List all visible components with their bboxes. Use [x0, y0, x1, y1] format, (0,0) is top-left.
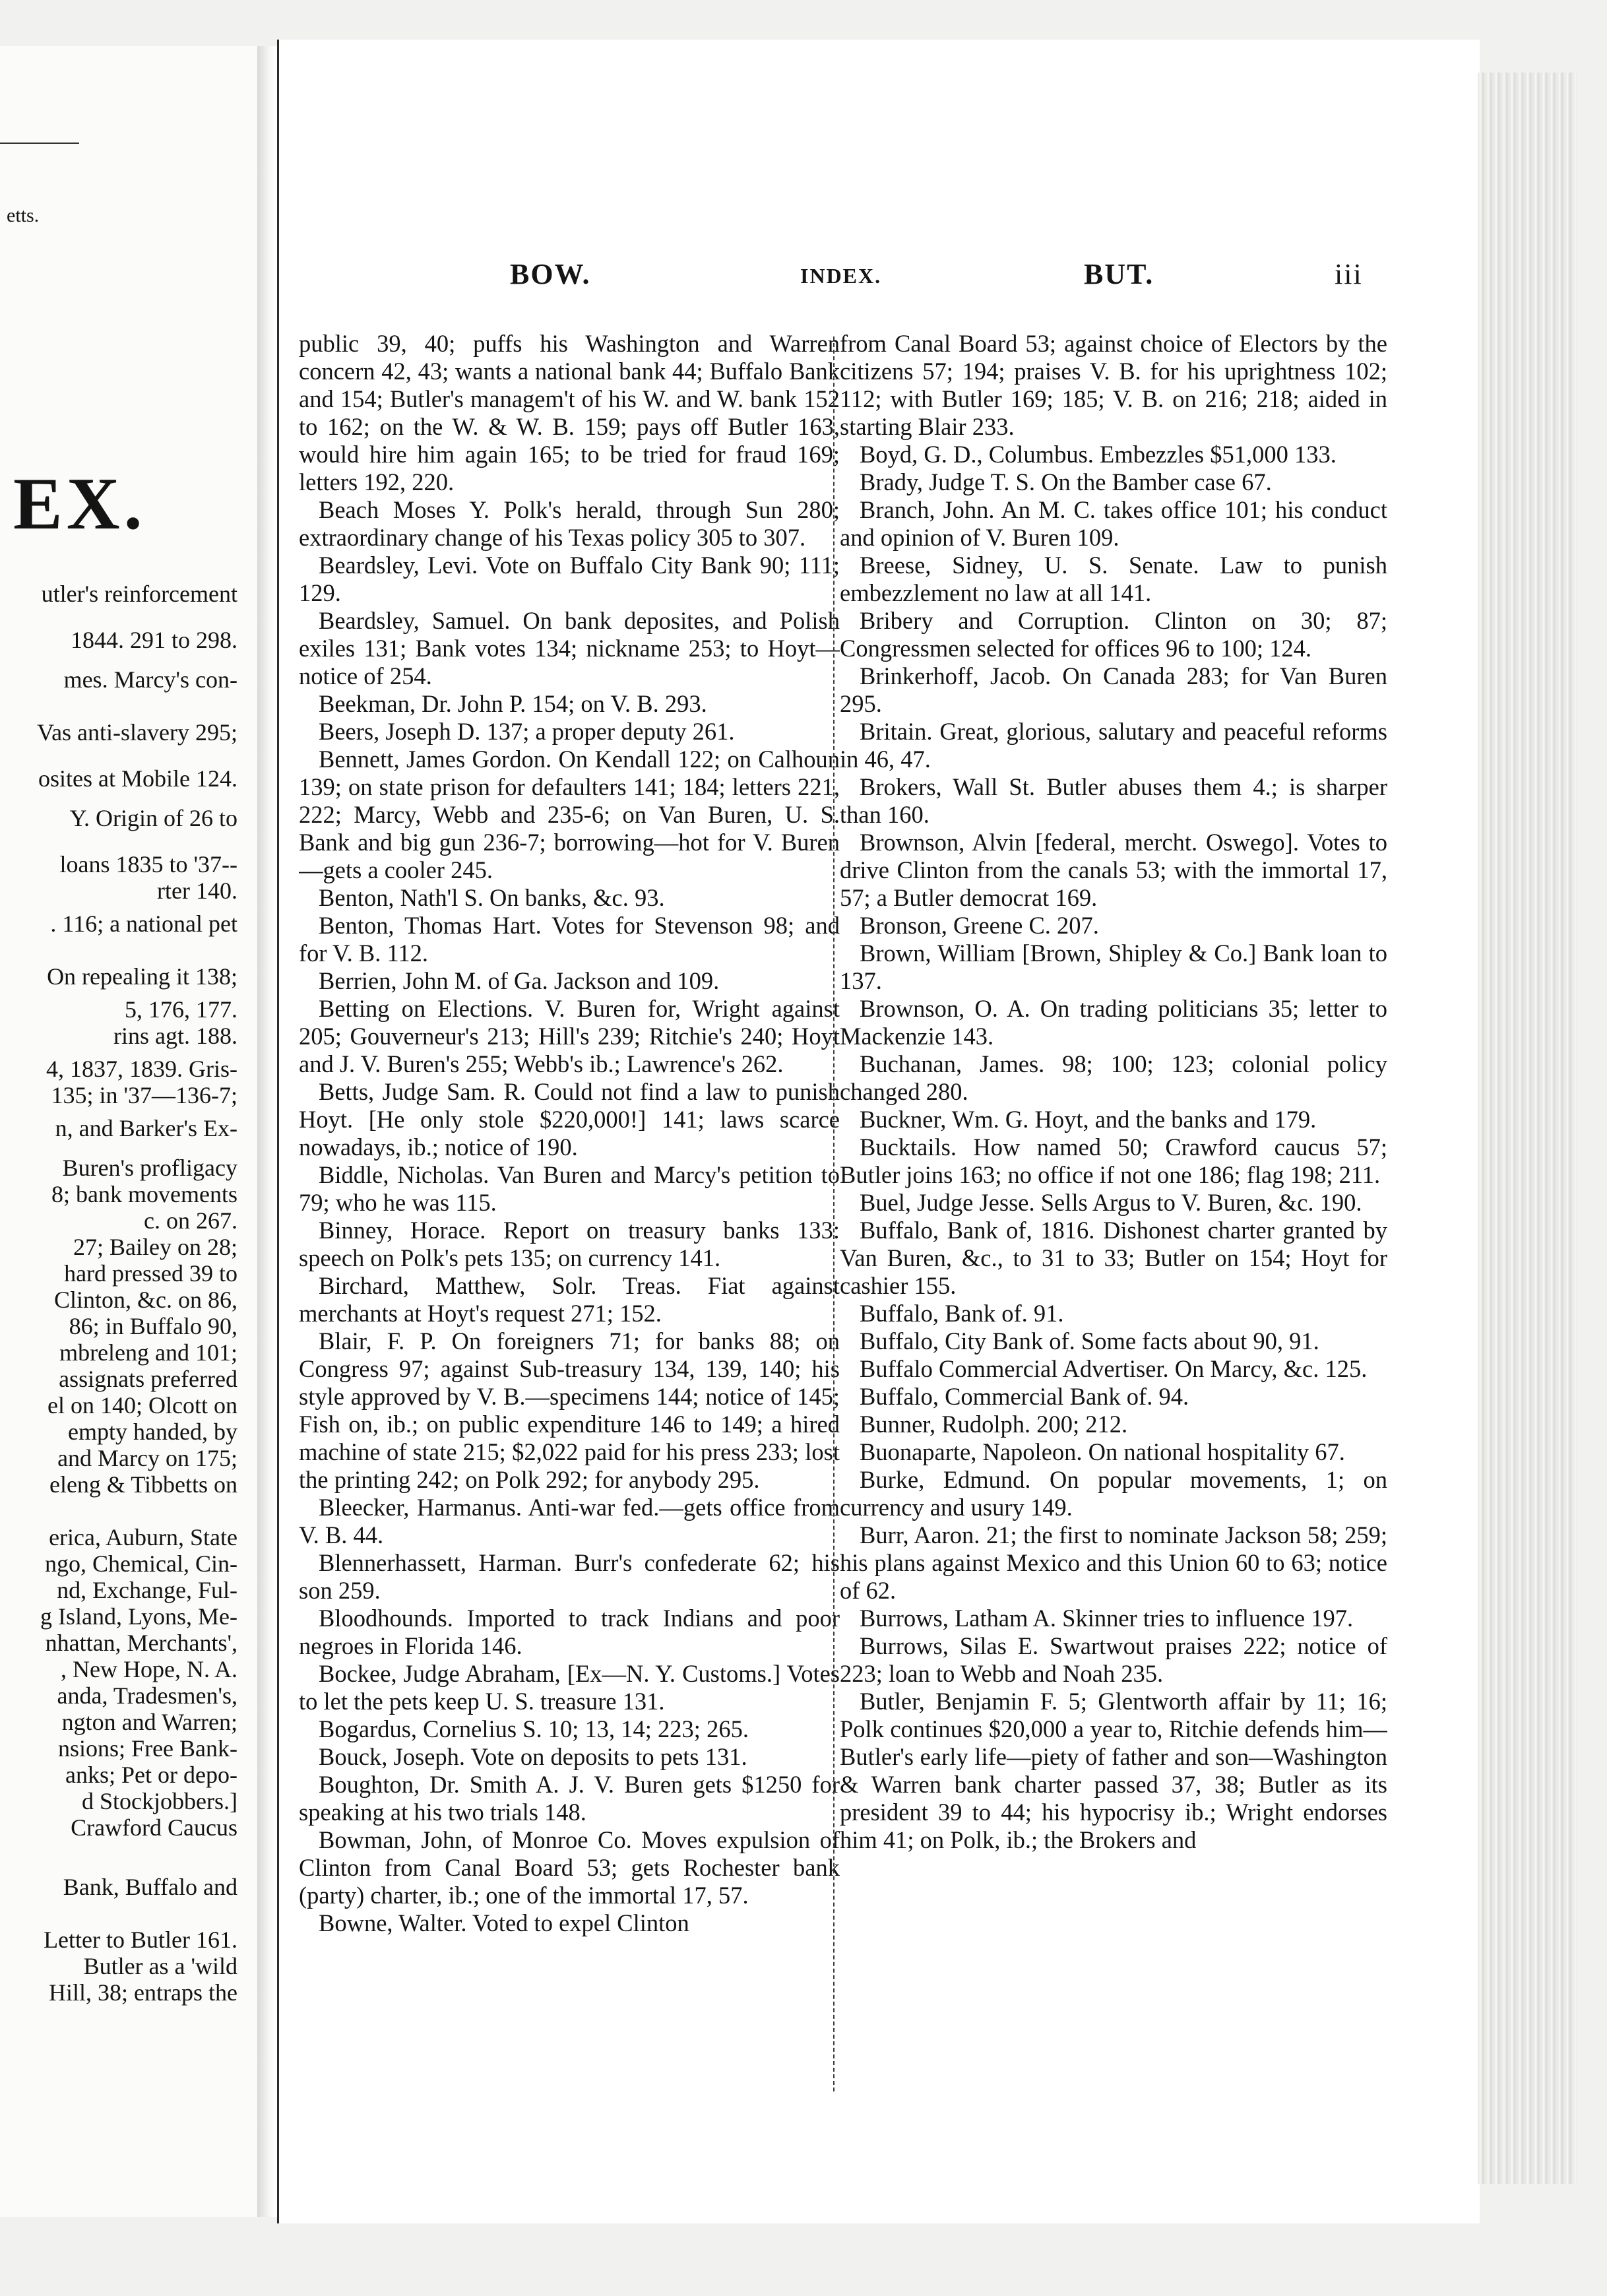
index-entry: Buonaparte, Napoleon. On national hospitality 67.	[860, 1438, 1345, 1465]
index-entry: Blair, F. P. On foreigners 71; for banks 88; on Congress 97; against Sub-treasury 134, 139, 140; his style approved by V. B.—specimens 144; notice of 145; Fish on, ib.; on public expenditure 146 to 149; a hired machine of state 215; $2,022 paid for his press 233; lost the printing 242; on Polk 292; for anybody 295.	[299, 1327, 840, 1493]
facing-page-fragment	[0, 46, 259, 2217]
index-entry: Benton, Nath'l S. On banks, &c. 93.	[319, 884, 665, 911]
index-entry: Britain. Great, glorious, salutary and peaceful reforms in 46, 47.	[840, 718, 1387, 773]
facing-page-heading: EX.	[13, 463, 146, 545]
index-entry: Beach Moses Y. Polk's herald, through Sun 280; extraordinary change of his Texas policy 305 to 307.	[299, 496, 840, 551]
facing-page-line: rter 140.	[157, 877, 237, 904]
facing-page-line: 4, 1837, 1839. Gris-	[46, 1056, 237, 1082]
running-head-right: BUT.	[1084, 258, 1154, 290]
index-entry: Bowne, Walter. Voted to expel Clinton	[319, 1909, 689, 1936]
index-entry: Brownson, Alvin [federal, mercht. Oswego]. Votes to drive Clinton from the canals 53; with the immortal 17, 57; a Butler democrat 169.	[840, 829, 1387, 911]
facing-page-line: Bank, Buffalo and	[63, 1874, 237, 1900]
facing-page-line: Hill, 38; entraps the	[49, 1979, 237, 2006]
index-entry: Bucktails. How named 50; Crawford caucus 57; Butler joins 163; no office if not one 186; flag 198; 211.	[840, 1133, 1387, 1188]
index-entry: Bribery and Corruption. Clinton on 30; 87; Congressmen selected for offices 96 to 100; 124.	[840, 607, 1387, 662]
index-entry: Branch, John. An M. C. takes office 101; his conduct and opinion of V. Buren 109.	[840, 496, 1387, 551]
facing-page-line: rins agt. 188.	[113, 1023, 237, 1049]
facing-page-line: g Island, Lyons, Me-	[40, 1603, 237, 1630]
index-entry: Beers, Joseph D. 137; a proper deputy 261.	[319, 718, 735, 745]
index-entry: Biddle, Nicholas. Van Buren and Marcy's petition to 79; who he was 115.	[299, 1161, 840, 1216]
index-entry: Betting on Elections. V. Buren for, Wright against 205; Gouverneur's 213; Hill's 239; Ritchie's 240; Hoyt and J. V. Buren's 255; Webb's ib.; Lawrence's 262.	[299, 995, 840, 1077]
running-head-center: INDEX.	[800, 264, 882, 288]
index-entry: Bowman, John, of Monroe Co. Moves expulsion of Clinton from Canal Board 53; gets Rochester bank (party) charter, ib.; one of the immortal 17, 57.	[299, 1826, 840, 1909]
index-entry: Buchanan, James. 98; 100; 123; colonial policy changed 280.	[840, 1050, 1387, 1105]
index-entry: Bunner, Rudolph. 200; 212.	[860, 1411, 1128, 1438]
facing-page-line: assignats preferred	[59, 1366, 237, 1392]
facing-page-line: . 116; a national pet	[50, 910, 237, 937]
facing-page-line: 27; Bailey on 28;	[73, 1234, 237, 1260]
facing-page-line: osites at Mobile 124.	[38, 765, 237, 792]
facing-page-line: anks; Pet or depo-	[65, 1762, 237, 1788]
index-entry: Brady, Judge T. S. On the Bamber case 67.	[860, 468, 1272, 495]
facing-page-line: empty handed, by	[68, 1419, 237, 1445]
facing-page-line: d Stockjobbers.]	[82, 1788, 237, 1814]
index-entry: Buffalo, Bank of. 91.	[860, 1300, 1064, 1327]
index-entry: Beardsley, Levi. Vote on Buffalo City Bank 90; 111; 129.	[299, 552, 840, 606]
facing-page-line: 8; bank movements	[51, 1181, 237, 1207]
facing-page-line: utler's reinforcement	[41, 581, 237, 607]
index-entry: Beardsley, Samuel. On bank deposites, and Polish exiles 131; Bank votes 134; nickname 253; to Hoyt—notice of 254.	[299, 607, 840, 689]
index-entry: Berrien, John M. of Ga. Jackson and 109.	[319, 967, 720, 994]
index-entry: Buffalo, Bank of, 1816. Dishonest charter granted by Van Buren, &c., to 31 to 33; Butler on 154; Hoyt for cashier 155.	[840, 1217, 1387, 1299]
facing-page-line: mes. Marcy's con-	[63, 666, 237, 693]
index-entry: Binney, Horace. Report on treasury banks 133: speech on Polk's pets 135; on currency 141.	[299, 1217, 840, 1271]
index-column-right	[840, 330, 1387, 2177]
facing-page-line: and Marcy on 175;	[57, 1445, 237, 1471]
index-entry: Bockee, Judge Abraham, [Ex—N. Y. Customs.] Votes to let the pets keep U. S. treasure 131.	[299, 1660, 840, 1715]
index-entry: Boyd, G. D., Columbus. Embezzles $51,000 133.	[860, 441, 1337, 468]
index-entry: Burrows, Latham A. Skinner tries to influence 197.	[860, 1605, 1354, 1632]
page-number: iii	[1335, 258, 1363, 290]
facing-page-line: erica, Auburn, State	[49, 1524, 237, 1550]
facing-page-rule	[0, 143, 79, 144]
index-entry: Brinkerhoff, Jacob. On Canada 283; for Van Buren 295.	[840, 662, 1387, 717]
index-entry: Breese, Sidney, U. S. Senate. Law to punish embezzlement no law at all 141.	[840, 552, 1387, 606]
index-entry: Burr, Aaron. 21; the first to nominate Jackson 58; 259; his plans against Mexico and this Union 60 to 63; notice of 62.	[840, 1521, 1387, 1604]
facing-page-line: anda, Tradesmen's,	[57, 1682, 237, 1709]
index-entry: from Canal Board 53; against choice of Electors by the citizens 57; 194; praises V. B. for his uprightness 102; 112; with Butler 169; 185; V. B. on 216; 218; aided in starting Blair 233.	[840, 330, 1387, 440]
facing-page-line: el on 140; Olcott on	[47, 1392, 237, 1419]
index-entry: Boughton, Dr. Smith A. J. V. Buren gets $1250 for speaking at his two trials 148.	[299, 1771, 840, 1826]
index-entry: Bogardus, Cornelius S. 10; 13, 14; 223; 265.	[319, 1715, 749, 1742]
index-entry: Bennett, James Gordon. On Kendall 122; on Calhoun 139; on state prison for defaulters 141; 184; letters 221, 222; Marcy, Webb and 235-6; on Van Buren, U. S. Bank and big gun 236-7; borrowing—hot for V. Buren—gets a cooler 245.	[299, 746, 840, 883]
index-entry: Burke, Edmund. On popular movements, 1; on currency and usury 149.	[840, 1466, 1387, 1521]
facing-page-line: nsions; Free Bank-	[58, 1735, 237, 1762]
facing-page-line: mbreleng and 101;	[59, 1339, 237, 1366]
facing-page-line: etts.	[7, 205, 40, 226]
index-entry: Butler, Benjamin F. 5; Glentworth affair by 11; 16; Polk continues $20,000 a year to, Ritchie defends him—Butler's early life—piety of father and son—Washington & Warren bank charter passed 37, 38; Butler as its president 39 to 44; his hypocrisy ib.; Wright endorses him 41; on Polk, ib.; the Brokers and	[840, 1688, 1387, 1853]
index-entry: Benton, Thomas Hart. Votes for Stevenson 98; and for V. B. 112.	[299, 912, 840, 967]
index-entry: Buel, Judge Jesse. Sells Argus to V. Buren, &c. 190.	[860, 1189, 1362, 1216]
facing-page-line: nd, Exchange, Ful-	[57, 1577, 237, 1603]
index-entry: Bouck, Joseph. Vote on deposits to pets 131.	[319, 1743, 747, 1770]
facing-page-line: Butler as a 'wild	[83, 1953, 237, 1979]
index-entry: public 39, 40; puffs his Washington and Warren concern 42, 43; wants a national bank 44; Buffalo Bank and 154; Butler's managem't of his W. and W. bank 152 to 162; on the W. & W. B. 159; pays off Butler 163, would hire him again 165; to be tried for fraud 169; letters 192, 220.	[299, 330, 840, 495]
facing-page-line: Crawford Caucus	[71, 1814, 237, 1841]
index-entry: Blennerhassett, Harman. Burr's confederate 62; his son 259.	[299, 1549, 840, 1604]
facing-page-line: ngo, Chemical, Cin-	[45, 1550, 237, 1577]
facing-page-line: nhattan, Merchants',	[45, 1630, 237, 1656]
index-entry: Brownson, O. A. On trading politicians 35; letter to Mackenzie 143.	[840, 995, 1387, 1050]
index-entry: Brokers, Wall St. Butler abuses them 4.; is sharper than 160.	[840, 773, 1387, 828]
facing-page-line: , New Hope, N. A.	[61, 1656, 237, 1682]
facing-page-line: c. on 267.	[144, 1207, 237, 1234]
index-entry: Buffalo, City Bank of. Some facts about 90, 91.	[860, 1327, 1319, 1355]
facing-page-line: eleng & Tibbetts on	[49, 1471, 237, 1498]
running-head-left: BOW.	[510, 258, 591, 290]
index-column-left	[299, 330, 840, 2177]
facing-page-line: loans 1835 to '37--	[59, 851, 237, 877]
facing-page-line: Letter to Butler 161.	[44, 1927, 237, 1953]
facing-page-line: 86; in Buffalo 90,	[69, 1313, 237, 1339]
index-entry: Bronson, Greene C. 207.	[860, 912, 1099, 939]
index-entry: Buckner, Wm. G. Hoyt, and the banks and 179.	[860, 1106, 1317, 1133]
facing-page-line: n, and Barker's Ex-	[55, 1115, 237, 1141]
index-entry: Bleecker, Harmanus. Anti-war fed.—gets office from V. B. 44.	[299, 1494, 840, 1548]
facing-page-line: Clinton, &c. on 86,	[54, 1287, 237, 1313]
page-stack-edge	[1478, 73, 1577, 2184]
facing-page-line: hard pressed 39 to	[64, 1260, 237, 1287]
index-entry: Buffalo Commercial Advertiser. On Marcy, &c. 125.	[860, 1355, 1368, 1382]
column-divider	[833, 336, 835, 2091]
facing-page-line: 1844. 291 to 298.	[70, 627, 237, 653]
facing-page-line: Y. Origin of 26 to	[69, 805, 237, 831]
facing-page-line: Buren's profligacy	[62, 1155, 237, 1181]
facing-page-line: Vas anti-slavery 295;	[37, 719, 237, 746]
index-entry: Bloodhounds. Imported to track Indians and poor negroes in Florida 146.	[299, 1605, 840, 1659]
index-entry: Betts, Judge Sam. R. Could not find a law to punish Hoyt. [He only stole $220,000!] 141; laws scarce nowadays, ib.; notice of 190.	[299, 1078, 840, 1161]
book-gutter	[257, 46, 277, 2217]
index-entry: Birchard, Matthew, Solr. Treas. Fiat against merchants at Hoyt's request 271; 152.	[299, 1272, 840, 1327]
facing-page-line: 5, 176, 177.	[125, 996, 237, 1023]
facing-page-line: On repealing it 138;	[47, 963, 237, 990]
facing-page-line: ngton and Warren;	[61, 1709, 237, 1735]
index-page	[277, 40, 1480, 2223]
facing-page-line: 135; in '37—136-7;	[51, 1082, 237, 1108]
index-entry: Brown, William [Brown, Shipley & Co.] Bank loan to 137.	[840, 940, 1387, 994]
index-entry: Burrows, Silas E. Swartwout praises 222; notice of 223; loan to Webb and Noah 235.	[840, 1632, 1387, 1687]
index-entry: Beekman, Dr. John P. 154; on V. B. 293.	[319, 690, 707, 717]
index-entry: Buffalo, Commercial Bank of. 94.	[860, 1383, 1189, 1410]
